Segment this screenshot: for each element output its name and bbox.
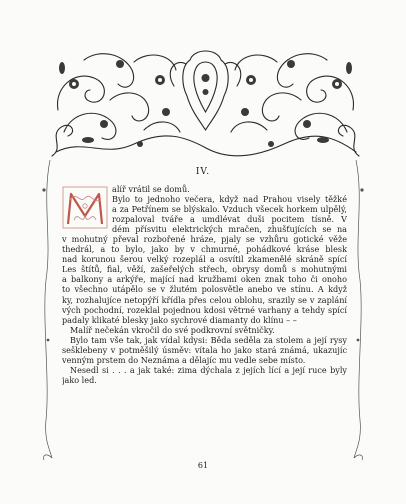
right-border-vine: [352, 160, 366, 460]
text-line: Nesedl si . . . a jak také: zima dýchala z jejích lící a její ruce byly: [70, 364, 347, 375]
text-line: to všechno utápělo se v žlutém polosvětle anebo ve stínu. A když: [62, 284, 347, 295]
chapter-heading: IV.: [195, 167, 211, 177]
text-line: Les štítů, fial, věží, zašeřelých střech, obrysy domů s mohutnými: [62, 264, 347, 275]
left-border-vine: [40, 160, 54, 460]
text-line: Bylo to jednoho večera, když nad Prahou visely těžké: [112, 194, 347, 205]
chapter-body-text: [62, 184, 347, 385]
text-line: venným prstem do Neznáma a dělajíc mu vedle sebe místo.: [62, 354, 306, 365]
text-line: padaly klikaté blesky jako sychrové diamanty do klínu – –: [62, 314, 297, 325]
text-line: vých pochodní, rozeklal pojednou kdosi větrné varhany a tehdy spící: [62, 304, 347, 315]
text-line: jako led.: [62, 374, 97, 385]
text-line: a za Petřínem se blýskalo. Vzduch všecek horkem ulpělý,: [112, 204, 347, 215]
text-line: ky, rozhalujíce netopýří křídla přes celou oblohu, srazily se v zaplání: [62, 294, 347, 305]
text-line: a balkony a arkýře, mající nad kružbami oken znak toho či onoho: [62, 274, 347, 285]
text-line: Malíř nečekán vkročil do své podkrovní světničky.: [70, 324, 275, 335]
text-line: rozpaloval tváře a umdlévat duši pocitem tísně. V: [112, 214, 347, 225]
text-line: alíř vrátil se domů.: [112, 184, 190, 194]
baroque-ornament-header: [44, 40, 367, 160]
page-number: 61: [197, 461, 209, 470]
text-line: Bylo tam vše tak, jak vídal kdysi: Běda seděla za stolem a její rysy: [70, 334, 347, 345]
text-line: v mohutný převal rozbořené hráze, pjaly se vzhůru gotické věže: [62, 234, 347, 245]
text-line: nad korunou šerou velký rozeplál a osvítil zkamenělé skráně spící: [62, 254, 347, 265]
text-line: thedrál, a to bylo, jako by v chmurné, pohádkové kráse blesk: [62, 244, 347, 255]
text-line: sešklebeny v potměšilý úsměv: vítala ho jako stará známá, ukazujíc: [62, 344, 347, 355]
text-line: dém přísvitu elektrických mračen, zhušťujících se na: [112, 224, 347, 235]
